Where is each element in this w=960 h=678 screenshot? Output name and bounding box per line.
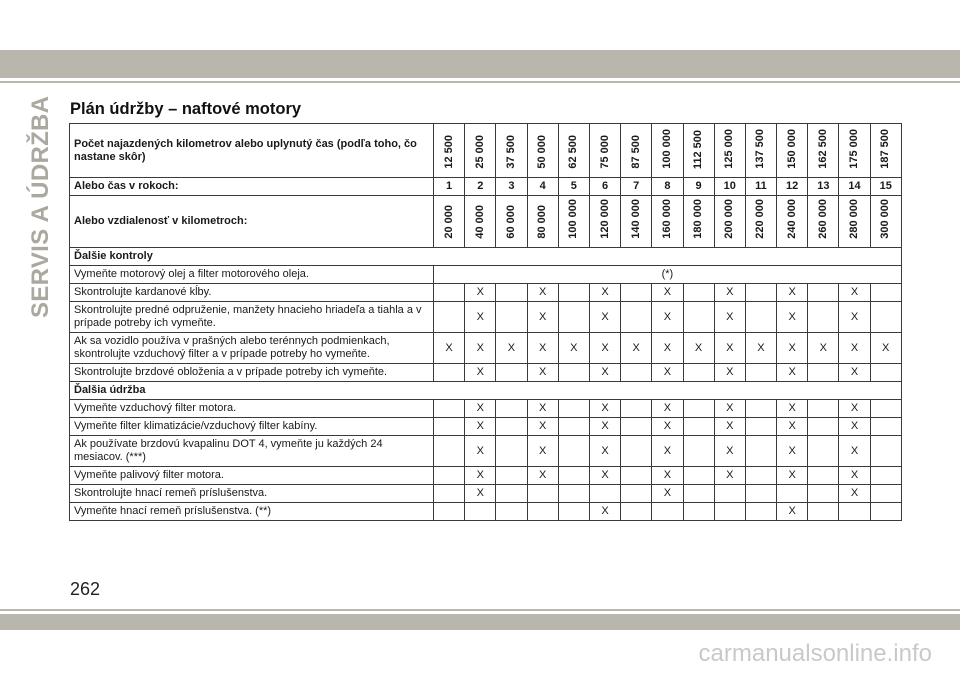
- task-label: Skontrolujte predné odpruženie, manžety hnacieho hriadeľa a tiahla a v prípade potreby ich vymeňte.: [70, 302, 434, 333]
- interval-mark: [558, 364, 589, 382]
- interval-mark: [870, 418, 901, 436]
- interval-mark: [808, 467, 839, 485]
- interval-mark: [434, 436, 465, 467]
- task-label: Vymeňte filter klimatizácie/vzduchový filter kabíny.: [70, 418, 434, 436]
- year-value: 12: [777, 178, 808, 196]
- interval-mark: [839, 503, 870, 521]
- interval-mark: X: [589, 467, 620, 485]
- interval-mark: X: [558, 333, 589, 364]
- interval-mark: [808, 284, 839, 302]
- interval-mark: X: [652, 485, 683, 503]
- interval-mark: [558, 400, 589, 418]
- mileage-value: 112 500: [692, 129, 705, 169]
- interval-mark: [745, 418, 776, 436]
- interval-mark: [683, 467, 714, 485]
- interval-mark: X: [714, 467, 745, 485]
- header-mileage-cell: [589, 124, 620, 178]
- interval-mark: X: [777, 503, 808, 521]
- interval-mark: [808, 418, 839, 436]
- year-value: 11: [745, 178, 776, 196]
- header-row-distance: [70, 196, 902, 248]
- interval-mark: [621, 436, 652, 467]
- interval-mark: X: [652, 302, 683, 333]
- distance-value: 160 000: [660, 199, 673, 239]
- interval-mark: [496, 418, 527, 436]
- interval-mark: X: [527, 467, 558, 485]
- interval-mark: X: [839, 485, 870, 503]
- interval-mark: X: [527, 364, 558, 382]
- interval-mark: [808, 400, 839, 418]
- mileage-value: 87 500: [629, 135, 642, 169]
- interval-mark: [745, 485, 776, 503]
- year-value: 2: [465, 178, 496, 196]
- header-distance-cell: [496, 196, 527, 248]
- top-stripe: [0, 50, 960, 78]
- header-mileage-cell: [621, 124, 652, 178]
- page-number: 262: [70, 579, 101, 599]
- table-row: [70, 302, 902, 333]
- interval-mark: X: [589, 400, 620, 418]
- task-label: Vymeňte palivový filter motora.: [70, 467, 434, 485]
- table-row: [70, 503, 902, 521]
- interval-mark: [558, 302, 589, 333]
- distance-value: 220 000: [754, 199, 767, 239]
- table-row: [70, 467, 902, 485]
- bottom-stripe: [0, 614, 960, 630]
- interval-mark: X: [621, 333, 652, 364]
- mileage-value: 125 000: [723, 129, 736, 169]
- interval-mark: X: [465, 284, 496, 302]
- interval-mark: X: [777, 418, 808, 436]
- interval-mark: [683, 503, 714, 521]
- section-row: [70, 248, 902, 266]
- interval-mark: [683, 436, 714, 467]
- interval-mark: X: [714, 364, 745, 382]
- interval-mark: X: [777, 302, 808, 333]
- mileage-value: 137 500: [754, 129, 767, 169]
- interval-mark: [714, 503, 745, 521]
- interval-mark: X: [465, 485, 496, 503]
- interval-mark: [745, 284, 776, 302]
- interval-mark: X: [465, 364, 496, 382]
- interval-mark: [870, 400, 901, 418]
- interval-mark: [558, 467, 589, 485]
- header-distance-cell: [434, 196, 465, 248]
- interval-mark: [870, 302, 901, 333]
- header-mileage-cell: [839, 124, 870, 178]
- interval-mark: X: [465, 418, 496, 436]
- header-distance-cell: [808, 196, 839, 248]
- interval-mark: [621, 503, 652, 521]
- distance-value: 120 000: [598, 199, 611, 239]
- interval-mark: X: [465, 467, 496, 485]
- mileage-value: 150 000: [785, 129, 798, 169]
- interval-mark: X: [839, 333, 870, 364]
- interval-mark: [870, 485, 901, 503]
- distance-value: 60 000: [504, 205, 517, 239]
- year-value: 13: [808, 178, 839, 196]
- interval-mark: [683, 418, 714, 436]
- interval-mark: [870, 364, 901, 382]
- interval-mark: X: [839, 302, 870, 333]
- top-band: [0, 0, 960, 50]
- year-value: 9: [683, 178, 714, 196]
- header-distance-cell: [683, 196, 714, 248]
- distance-value: 80 000: [536, 205, 549, 239]
- interval-mark: [808, 302, 839, 333]
- interval-mark: [683, 302, 714, 333]
- interval-mark: X: [465, 400, 496, 418]
- interval-mark: [558, 436, 589, 467]
- interval-mark: X: [465, 436, 496, 467]
- distance-value: 300 000: [879, 199, 892, 239]
- interval-mark: [558, 503, 589, 521]
- interval-mark: [434, 503, 465, 521]
- header-distance-cell: [558, 196, 589, 248]
- interval-mark: [558, 284, 589, 302]
- interval-mark: X: [589, 302, 620, 333]
- interval-mark: X: [652, 400, 683, 418]
- interval-mark: X: [589, 364, 620, 382]
- task-label: Skontrolujte kardanové kĺby.: [70, 284, 434, 302]
- interval-mark: [808, 364, 839, 382]
- interval-mark: X: [714, 400, 745, 418]
- interval-mark: X: [839, 400, 870, 418]
- interval-mark: [621, 302, 652, 333]
- interval-mark: [589, 485, 620, 503]
- table-row: [70, 418, 902, 436]
- header-distance-cell: [527, 196, 558, 248]
- interval-mark: [434, 364, 465, 382]
- table-row: [70, 485, 902, 503]
- year-value: 1: [434, 178, 465, 196]
- interval-mark: [496, 284, 527, 302]
- interval-mark: [465, 503, 496, 521]
- interval-mark: [496, 485, 527, 503]
- interval-mark: [808, 485, 839, 503]
- interval-mark: X: [465, 333, 496, 364]
- interval-mark: [496, 467, 527, 485]
- interval-mark: [870, 467, 901, 485]
- interval-mark: [621, 364, 652, 382]
- interval-mark: [745, 436, 776, 467]
- interval-mark: [683, 485, 714, 503]
- interval-mark: [621, 418, 652, 436]
- interval-mark: [745, 503, 776, 521]
- mileage-value: 25 000: [473, 135, 486, 169]
- interval-mark: X: [496, 333, 527, 364]
- interval-mark: X: [589, 503, 620, 521]
- mileage-value: 100 000: [660, 129, 673, 169]
- header-mileage-cell: [434, 124, 465, 178]
- header-label-distance: Alebo vzdialenosť v kilometroch:: [70, 196, 434, 248]
- distance-value: 280 000: [848, 199, 861, 239]
- section-title: Ďalšie kontroly: [70, 248, 902, 266]
- interval-mark: X: [839, 436, 870, 467]
- header-mileage-cell: [777, 124, 808, 178]
- interval-mark: X: [434, 333, 465, 364]
- year-value: 8: [652, 178, 683, 196]
- interval-mark: X: [652, 284, 683, 302]
- section-row: [70, 382, 902, 400]
- distance-value: 140 000: [629, 199, 642, 239]
- interval-mark: X: [527, 436, 558, 467]
- task-label: Skontrolujte brzdové obloženia a v prípade potreby ich vymeňte.: [70, 364, 434, 382]
- interval-mark: X: [777, 284, 808, 302]
- interval-mark: [496, 364, 527, 382]
- interval-mark: X: [652, 418, 683, 436]
- header-distance-cell: [589, 196, 620, 248]
- page-title: Plán údržby – naftové motory: [70, 100, 302, 118]
- bottom-rule: [0, 609, 960, 611]
- interval-mark: X: [870, 333, 901, 364]
- interval-mark: X: [777, 333, 808, 364]
- year-value: 15: [870, 178, 901, 196]
- task-label: Ak používate brzdovú kvapalinu DOT 4, vymeňte ju každých 24 mesiacov. (***): [70, 436, 434, 467]
- header-mileage-cell: [496, 124, 527, 178]
- year-value: 7: [621, 178, 652, 196]
- header-mileage-cell: [558, 124, 589, 178]
- section-side-label: SERVIS A ÚDRŽBA: [27, 95, 54, 318]
- task-label: Vymeňte vzduchový filter motora.: [70, 400, 434, 418]
- interval-mark: [808, 436, 839, 467]
- interval-mark: X: [839, 284, 870, 302]
- interval-mark: X: [589, 333, 620, 364]
- interval-mark: X: [839, 364, 870, 382]
- interval-mark: X: [652, 364, 683, 382]
- distance-value: 180 000: [692, 199, 705, 239]
- distance-value: 260 000: [816, 199, 829, 239]
- interval-mark: [745, 364, 776, 382]
- table-row: [70, 400, 902, 418]
- mileage-value: 62 500: [567, 135, 580, 169]
- interval-mark: [808, 503, 839, 521]
- header-distance-cell: [745, 196, 776, 248]
- interval-mark: [870, 284, 901, 302]
- interval-mark: X: [777, 364, 808, 382]
- section-title: Ďalšia údržba: [70, 382, 902, 400]
- interval-mark: [558, 485, 589, 503]
- year-value: 14: [839, 178, 870, 196]
- mileage-value: 75 000: [598, 135, 611, 169]
- interval-mark: [621, 485, 652, 503]
- interval-mark: X: [714, 418, 745, 436]
- header-distance-cell: [714, 196, 745, 248]
- interval-mark: X: [527, 333, 558, 364]
- header-mileage-cell: [870, 124, 901, 178]
- interval-mark: X: [589, 284, 620, 302]
- header-mileage-cell: [683, 124, 714, 178]
- interval-mark: [777, 485, 808, 503]
- interval-mark: [496, 503, 527, 521]
- interval-mark: [683, 364, 714, 382]
- interval-mark: [870, 503, 901, 521]
- mileage-value: 175 000: [848, 129, 861, 169]
- interval-mark: [527, 503, 558, 521]
- maintenance-table: [69, 123, 902, 521]
- year-value: 10: [714, 178, 745, 196]
- interval-mark: [745, 400, 776, 418]
- header-row-years: [70, 178, 902, 196]
- interval-mark: [434, 284, 465, 302]
- distance-value: 100 000: [567, 199, 580, 239]
- header-mileage-cell: [527, 124, 558, 178]
- task-label: Vymeňte hnací remeň príslušenstva. (**): [70, 503, 434, 521]
- interval-mark: X: [652, 467, 683, 485]
- interval-mark: [745, 467, 776, 485]
- interval-mark: X: [839, 418, 870, 436]
- mileage-value: 162 500: [816, 129, 829, 169]
- interval-mark: [870, 436, 901, 467]
- interval-mark: X: [652, 436, 683, 467]
- header-label-mileage: Počet najazdených kilometrov alebo uplynutý čas (podľa toho, čo nastane skôr): [70, 124, 434, 178]
- header-mileage-cell: [714, 124, 745, 178]
- watermark: carmanualsonline.info: [698, 640, 932, 667]
- interval-mark: [621, 284, 652, 302]
- interval-mark: [496, 436, 527, 467]
- interval-mark: X: [777, 400, 808, 418]
- interval-mark: [714, 485, 745, 503]
- mileage-value: 12 500: [442, 135, 455, 169]
- task-label: Skontrolujte hnací remeň príslušenstva.: [70, 485, 434, 503]
- interval-mark: X: [527, 418, 558, 436]
- distance-value: 240 000: [785, 199, 798, 239]
- interval-mark: X: [589, 436, 620, 467]
- interval-mark: [434, 485, 465, 503]
- interval-mark: X: [527, 400, 558, 418]
- year-value: 3: [496, 178, 527, 196]
- task-label: Vymeňte motorový olej a filter motorového oleja.: [70, 266, 434, 284]
- header-label-years: Alebo čas v rokoch:: [70, 178, 434, 196]
- interval-mark: X: [714, 302, 745, 333]
- interval-mark: [652, 503, 683, 521]
- interval-mark: X: [714, 436, 745, 467]
- header-mileage-cell: [652, 124, 683, 178]
- interval-mark: [434, 400, 465, 418]
- interval-mark: [496, 302, 527, 333]
- distance-value: 40 000: [473, 205, 486, 239]
- table-row: [70, 333, 902, 364]
- interval-mark: X: [777, 436, 808, 467]
- year-value: 6: [589, 178, 620, 196]
- header-distance-cell: [621, 196, 652, 248]
- interval-mark: X: [683, 333, 714, 364]
- interval-mark: [434, 302, 465, 333]
- interval-mark: [496, 400, 527, 418]
- table-row: [70, 284, 902, 302]
- interval-mark: X: [589, 418, 620, 436]
- header-mileage-cell: [808, 124, 839, 178]
- header-mileage-cell: [465, 124, 496, 178]
- interval-mark: X: [465, 302, 496, 333]
- interval-mark: [621, 467, 652, 485]
- interval-mark: X: [714, 284, 745, 302]
- table-row: [70, 266, 902, 284]
- mileage-value: 187 500: [879, 129, 892, 169]
- interval-mark: [683, 400, 714, 418]
- table-row: [70, 436, 902, 467]
- interval-mark: X: [745, 333, 776, 364]
- interval-mark: X: [808, 333, 839, 364]
- interval-note: (*): [434, 266, 902, 284]
- header-distance-cell: [465, 196, 496, 248]
- interval-mark: X: [652, 333, 683, 364]
- distance-value: 200 000: [723, 199, 736, 239]
- table-row: [70, 364, 902, 382]
- year-value: 5: [558, 178, 589, 196]
- header-distance-cell: [870, 196, 901, 248]
- interval-mark: X: [527, 284, 558, 302]
- year-value: 4: [527, 178, 558, 196]
- interval-mark: [745, 302, 776, 333]
- mileage-value: 50 000: [536, 135, 549, 169]
- interval-mark: [558, 418, 589, 436]
- interval-mark: X: [777, 467, 808, 485]
- interval-mark: [683, 284, 714, 302]
- distance-value: 20 000: [442, 205, 455, 239]
- header-row-mileage: [70, 124, 902, 178]
- interval-mark: X: [714, 333, 745, 364]
- header-mileage-cell: [745, 124, 776, 178]
- interval-mark: [527, 485, 558, 503]
- top-rule: [0, 81, 960, 83]
- header-distance-cell: [652, 196, 683, 248]
- interval-mark: [621, 400, 652, 418]
- interval-mark: X: [527, 302, 558, 333]
- interval-mark: X: [839, 467, 870, 485]
- header-distance-cell: [839, 196, 870, 248]
- header-distance-cell: [777, 196, 808, 248]
- mileage-value: 37 500: [504, 135, 517, 169]
- interval-mark: [434, 418, 465, 436]
- task-label: Ak sa vozidlo používa v prašných alebo terénnych podmienkach, skontrolujte vzduchový filter a v prípade potreby ho vymeňte.: [70, 333, 434, 364]
- interval-mark: [434, 467, 465, 485]
